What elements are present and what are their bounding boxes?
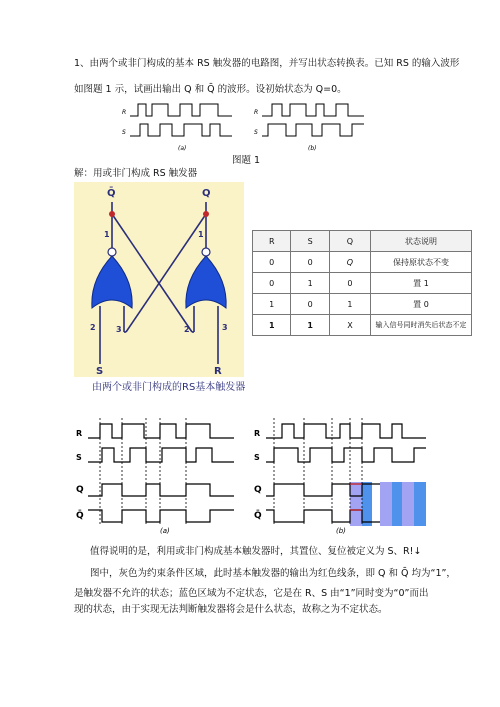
fig-a-s-wave — [130, 124, 232, 136]
fig-a-caption: (a) — [178, 145, 187, 152]
cell: 0 — [291, 252, 329, 273]
note-paragraph-3: 是触发器不允许的状态；蓝色区域为不定状态，它是在 R、S 由“1”同时变为“0”而出 — [74, 588, 429, 599]
invalid-region-1 — [362, 482, 372, 526]
fig-b-r-wave — [262, 104, 364, 116]
fig-b-caption: (b) — [308, 145, 317, 152]
cell: 0 — [291, 294, 329, 315]
cell: 置 0 — [371, 294, 472, 315]
table-row — [253, 252, 472, 273]
header-description: 状态说明 — [371, 231, 472, 252]
forbidden-region-2 — [380, 482, 392, 526]
cell: 1 — [291, 315, 329, 336]
circuit-r-label: R — [214, 366, 222, 377]
fig-a-r-label: R — [122, 109, 127, 116]
cell: Q — [329, 252, 370, 273]
cell: 保持原状态不变 — [371, 252, 472, 273]
note-paragraph-2: 图中，灰色为约束条件区域，此时基本触发器的输出为红色线条，即 Q 和 Q̄ 均为“1”， — [90, 568, 456, 579]
truth-table — [252, 230, 472, 336]
header-q: Q — [329, 231, 370, 252]
cell: 0 — [253, 273, 291, 294]
fig-b-s-label: S — [254, 129, 258, 136]
pin2-right-label: 2 — [184, 325, 190, 334]
cell: X — [329, 315, 370, 336]
pin1-right-label: 1 — [198, 230, 204, 239]
forbidden-region-3 — [402, 482, 414, 526]
table-row — [253, 315, 472, 336]
qbar-node — [109, 211, 115, 217]
wave-b-qbar-label: Q̄ — [254, 511, 262, 521]
circuit-s-label: S — [96, 366, 104, 377]
wave-b-r-label: R — [254, 429, 261, 438]
cell: 1 — [253, 294, 291, 315]
pin2-left-label: 2 — [90, 323, 96, 332]
pin1-left-label: 1 — [104, 230, 110, 239]
wave-b-caption: (b) — [336, 527, 346, 534]
circuit-qbar-label: Q̄ — [107, 188, 116, 199]
truth-table-header — [253, 231, 472, 252]
note-paragraph-1: 值得说明的是，利用或非门构成基本触发器时，其置位、复位被定义为 S、R!↓ — [90, 546, 422, 557]
wave-a-s-label: S — [76, 453, 82, 462]
output-waveform-a — [74, 412, 244, 534]
figure-caption: 图题 1 — [232, 155, 261, 166]
note-paragraph-4: 现的状态，由于实现无法判断触发器将会是什么状态，故称之为不定状态。 — [74, 604, 388, 615]
input-waveform-figure-b — [252, 96, 372, 154]
q-node — [203, 211, 209, 217]
left-inversion-bubble — [108, 248, 116, 256]
circuit-panel — [74, 182, 244, 377]
output-waveform-b — [252, 412, 432, 534]
left-nor-gate — [92, 256, 132, 308]
wave-a-q-label: Q — [76, 485, 84, 495]
cell: 0 — [253, 252, 291, 273]
pin3-right-label: 3 — [222, 323, 228, 332]
cell: 1 — [253, 315, 291, 336]
table-row — [253, 273, 472, 294]
header-s: S — [291, 231, 329, 252]
right-inversion-bubble — [202, 248, 210, 256]
invalid-region-2 — [392, 482, 402, 526]
wave-b-s-label: S — [254, 453, 260, 462]
wave-b-q-label: Q — [254, 485, 262, 495]
fig-a-r-wave — [130, 104, 232, 116]
wave-a-caption: (a) — [160, 527, 170, 534]
cell: 0 — [329, 273, 370, 294]
invalid-region-3 — [414, 482, 426, 526]
fig-b-r-label: R — [254, 109, 259, 116]
answer-intro: 解：用或非门构成 RS 触发器 — [74, 168, 198, 179]
header-r: R — [253, 231, 291, 252]
forbidden-region-1 — [350, 482, 362, 526]
fig-b-s-wave — [262, 124, 364, 136]
input-waveform-figure-a — [120, 96, 240, 154]
pin3-left-label: 3 — [116, 325, 122, 334]
fig-a-s-label: S — [122, 129, 126, 136]
wave-a-r-label: R — [76, 429, 83, 438]
cell: 输入信号同时消失后状态不定 — [371, 315, 472, 336]
wave-a-qbar-label: Q̄ — [76, 511, 84, 521]
cell: 1 — [329, 294, 370, 315]
circuit-q-label: Q — [202, 188, 211, 199]
cell: 1 — [291, 273, 329, 294]
nor-rs-circuit — [74, 182, 244, 377]
problem-line-1: 1、由两个或非门构成的基本 RS 触发器的电路图，并写出状态转换表。已知 RS 的输入波形 — [74, 58, 460, 69]
cell: 置 1 — [371, 273, 472, 294]
table-row — [253, 294, 472, 315]
circuit-caption: 由两个或非门构成的RS基本触发器 — [92, 382, 246, 393]
problem-line-2: 如图题 1 示，试画出输出 Q 和 Q̄ 的波形。设初始状态为 Q=0。 — [74, 84, 347, 95]
right-nor-gate — [186, 256, 226, 308]
